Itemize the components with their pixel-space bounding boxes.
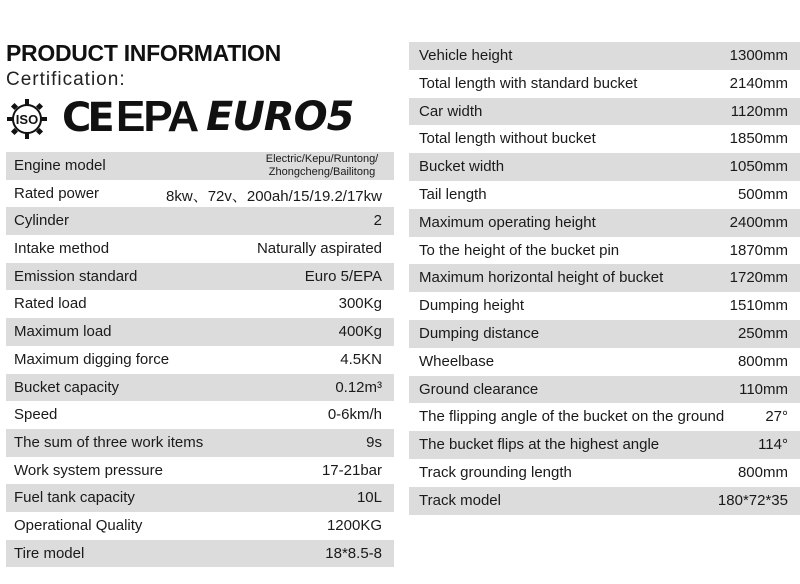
spec-label: Rated load	[14, 295, 87, 313]
spec-value: 1050mm	[729, 158, 788, 176]
epa-logo: EPA	[116, 92, 198, 141]
spec-value: Electric/Kepu/Runtong/ Zhongcheng/Bailitong	[265, 153, 379, 178]
spec-label: Wheelbase	[419, 352, 495, 370]
spec-row	[6, 290, 394, 318]
spec-value: 250mm	[737, 324, 788, 342]
spec-value: 800mm	[737, 463, 788, 481]
spec-label: Total length with standard bucket	[419, 74, 638, 92]
spec-value: 9s	[366, 433, 382, 451]
spec-label: Track model	[419, 491, 501, 509]
spec-row	[409, 125, 800, 153]
spec-row	[409, 320, 800, 348]
spec-row	[409, 348, 800, 376]
left-spec-table	[6, 152, 394, 567]
spec-value: 1850mm	[729, 130, 788, 148]
spec-row	[6, 484, 394, 512]
spec-value: Naturally aspirated	[256, 240, 382, 258]
euro5-logo: EURO5	[206, 94, 354, 140]
spec-value: 110mm	[739, 380, 788, 398]
spec-value: 10L	[356, 489, 382, 507]
spec-label: To the height of the bucket pin	[419, 241, 620, 259]
spec-row	[409, 42, 800, 70]
spec-row	[6, 207, 394, 235]
spec-value: 1510mm	[729, 297, 788, 315]
spec-label: Maximum operating height	[419, 213, 596, 231]
spec-row	[6, 374, 394, 402]
spec-label: Dumping height	[419, 297, 525, 315]
spec-row	[409, 237, 800, 265]
spec-row	[6, 263, 394, 291]
spec-row	[6, 346, 394, 374]
spec-label: Total length without bucket	[419, 130, 596, 148]
spec-value: 800mm	[737, 352, 788, 370]
spec-label: Vehicle height	[419, 47, 513, 64]
spec-value: 17-21bar	[321, 461, 382, 479]
spec-row	[409, 431, 800, 459]
ce-logo: CE	[62, 95, 111, 141]
spec-row	[6, 180, 394, 208]
spec-value: 1870mm	[729, 241, 788, 259]
spec-row	[409, 209, 800, 237]
spec-label: Rated power	[14, 184, 100, 202]
spec-row	[409, 292, 800, 320]
spec-value: 27°	[765, 408, 788, 426]
spec-row	[409, 264, 800, 292]
iso-logo	[6, 98, 48, 140]
spec-label: The flipping angle of the bucket on the ground	[419, 408, 725, 426]
page-title: PRODUCT INFORMATION	[6, 40, 281, 66]
spec-row	[6, 457, 394, 485]
right-spec-table	[409, 42, 800, 515]
certification-label: Certification:	[6, 69, 126, 90]
spec-value: 114°	[758, 436, 788, 454]
spec-label: Track grounding length	[419, 463, 572, 481]
spec-label: The bucket flips at the highest angle	[419, 436, 660, 454]
spec-row	[409, 376, 800, 404]
certification-logos	[6, 92, 354, 144]
spec-label: Ground clearance	[419, 380, 539, 398]
spec-label: Engine model	[14, 157, 106, 174]
spec-value: 18*8.5-8	[325, 544, 382, 562]
spec-value: 1720mm	[729, 269, 788, 287]
spec-label: Bucket width	[419, 158, 505, 176]
spec-value: 4.5KN	[340, 350, 382, 368]
spec-label: Intake method	[14, 240, 110, 258]
spec-row	[6, 152, 394, 180]
spec-row	[6, 318, 394, 346]
spec-label: Speed	[14, 406, 58, 424]
spec-value: 2400mm	[729, 213, 788, 231]
spec-label: Tail length	[419, 185, 487, 203]
spec-value: 2140mm	[729, 74, 788, 92]
spec-row	[6, 512, 394, 540]
spec-label: Maximum horizontal height of bucket	[419, 269, 664, 287]
spec-row	[409, 98, 800, 126]
spec-row	[409, 153, 800, 181]
spec-row	[6, 540, 394, 568]
spec-value: 400Kg	[338, 323, 382, 341]
spec-label: Maximum digging force	[14, 350, 170, 368]
spec-row	[409, 70, 800, 98]
spec-value: 500mm	[737, 185, 788, 203]
spec-row	[409, 487, 800, 515]
spec-label: Cylinder	[14, 212, 70, 230]
spec-row	[6, 235, 394, 263]
spec-value: Euro 5/EPA	[304, 267, 382, 285]
spec-value: 1200KG	[326, 516, 382, 534]
spec-value: 1300mm	[729, 47, 788, 64]
spec-value: 1120mm	[730, 102, 788, 120]
spec-label: The sum of three work items	[14, 433, 204, 451]
spec-row	[409, 459, 800, 487]
spec-value: 2	[373, 212, 382, 230]
spec-value: 8kw、72v、200ah/15/19.2/17kw	[166, 187, 382, 205]
spec-row	[6, 429, 394, 457]
spec-label: Maximum load	[14, 323, 112, 341]
spec-label: Dumping distance	[419, 324, 540, 342]
spec-value: 0-6km/h	[327, 406, 382, 424]
spec-label: Work system pressure	[14, 461, 163, 479]
spec-label: Tire model	[14, 544, 85, 562]
iso-logo-text: ISO	[15, 112, 39, 127]
spec-value: 0.12m³	[335, 378, 382, 396]
spec-label: Fuel tank capacity	[14, 489, 135, 507]
spec-row	[409, 181, 800, 209]
spec-label: Operational Quality	[14, 516, 143, 534]
spec-value: 300Kg	[338, 295, 382, 313]
spec-row	[6, 401, 394, 429]
spec-value: 180*72*35	[717, 491, 788, 509]
spec-row	[409, 403, 800, 431]
spec-label: Emission standard	[14, 267, 138, 285]
spec-label: Car width	[419, 102, 483, 120]
spec-label: Bucket capacity	[14, 378, 120, 396]
